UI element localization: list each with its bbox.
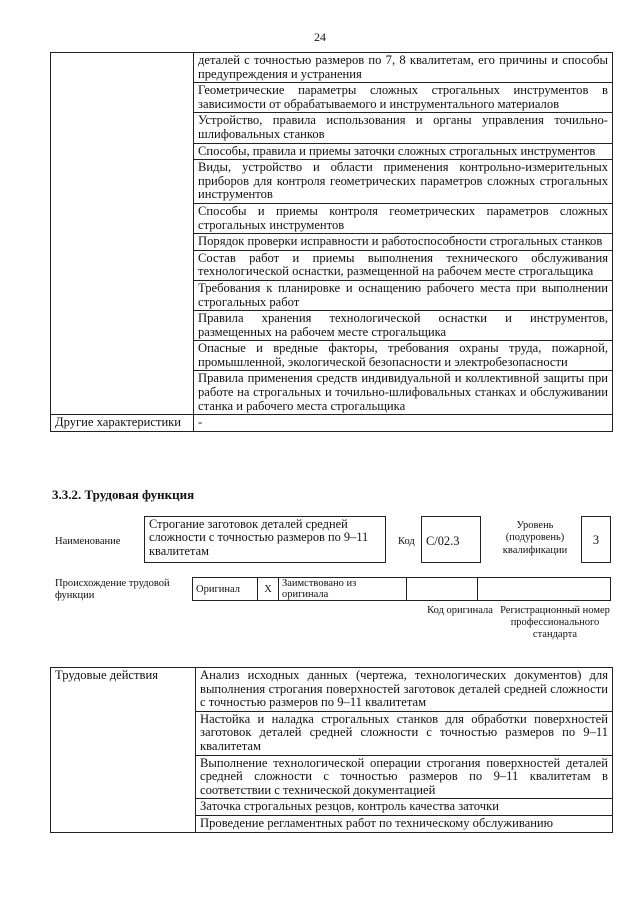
- other-characteristics-value: -: [194, 415, 613, 432]
- table-row: [51, 415, 613, 432]
- action-item: Проведение регламентных работ по техническому обслуживанию: [196, 815, 613, 832]
- actions-label: Трудовые действия: [51, 668, 196, 833]
- level-label: Уровень (подуровень) квалификации: [502, 520, 568, 556]
- registration-number-caption: Регистрационный номер профессионального стандарта: [500, 605, 610, 640]
- section-title: 3.3.2. Трудовая функция: [52, 487, 195, 502]
- knowledge-item: Опасные и вредные факторы, требования охраны труда, пожарной, промышленной, экологической безопасности и электробезопасности: [194, 341, 613, 371]
- knowledge-item: Порядок проверки исправности и работоспособности строгальных станков: [194, 234, 613, 251]
- registration-number-cell: [478, 578, 611, 601]
- table-row: [51, 668, 613, 712]
- knowledge-item: Правила применения средств индивидуальной и коллективной защиты при работе на строгальных и точильно-шлифовальных станках и обслуживании станка и рабочего места строгальщика: [194, 371, 613, 415]
- table-row: [193, 578, 611, 601]
- knowledge-item: Устройство, правила использования и органы управления точильно-шлифовальных станков: [194, 113, 613, 143]
- original-mark: X: [258, 578, 279, 601]
- action-item: Заточка строгальных резцов, контроль качества заточки: [196, 799, 613, 816]
- function-name-box: Строгание заготовок деталей средней сложности с точностью размеров по 9–11 квалитетам: [144, 516, 386, 563]
- original-label: Оригинал: [193, 578, 258, 601]
- knowledge-item: Виды, устройство и области применения контрольно-измерительных приборов для контроля геометрических параметров сложных строгальных инструментов: [194, 160, 613, 204]
- other-characteristics-label: Другие характеристики: [51, 415, 194, 432]
- origin-label: Происхождение трудовой функции: [55, 578, 170, 601]
- table-row: [51, 53, 613, 83]
- knowledge-item: Способы и приемы контроля геометрических параметров сложных строгальных инструментов: [194, 203, 613, 233]
- knowledge-item: деталей с точностью размеров по 7, 8 квалитетам, его причины и способы предупреждения и устранения: [194, 53, 613, 83]
- borrowed-label: Заимствовано из оригинала: [279, 578, 407, 601]
- qualification-level-box: 3: [581, 516, 611, 563]
- origin-table: [192, 577, 611, 601]
- knowledge-item: Требования к планировке и оснащению рабочего места при выполнении строгальных работ: [194, 280, 613, 310]
- action-item: Настойка и наладка строгальных станков для обработки поверхностей заготовок деталей средней сложности с точностью размеров по 9–11 квалитетам: [196, 711, 613, 755]
- original-code-cell: [407, 578, 478, 601]
- knowledge-item: Состав работ и приемы выполнения технического обслуживания технологической оснастки, размещенной на рабочем месте строгальщика: [194, 250, 613, 280]
- knowledge-item: Геометрические параметры сложных строгальных инструментов в зависимости от обрабатываемого и инструментального материалов: [194, 83, 613, 113]
- knowledge-item: Способы, правила и приемы заточки сложных строгальных инструментов: [194, 143, 613, 160]
- action-item: Анализ исходных данных (чертежа, технологических документов) для выполнения строгания поверхностей заготовок деталей средней сложности с точностью размеров по 9–11 квалитетам: [196, 668, 613, 712]
- knowledge-label-cell: [51, 53, 194, 415]
- knowledge-item: Правила хранения технологической оснастки и инструментов, размещенных на рабочем месте строгальщика: [194, 311, 613, 341]
- action-item: Выполнение технологической операции строгания поверхностей деталей средней сложности с точностью размеров по 9–11 квалитетам в соответствии с технической документацией: [196, 755, 613, 799]
- function-code-box: С/02.3: [421, 516, 481, 563]
- name-label: Наименование: [55, 536, 121, 547]
- actions-table: [50, 667, 613, 833]
- code-label: Код: [398, 536, 415, 547]
- page-number: 24: [314, 30, 326, 44]
- knowledge-table: [50, 52, 613, 432]
- original-code-caption: Код оригинала: [427, 605, 493, 616]
